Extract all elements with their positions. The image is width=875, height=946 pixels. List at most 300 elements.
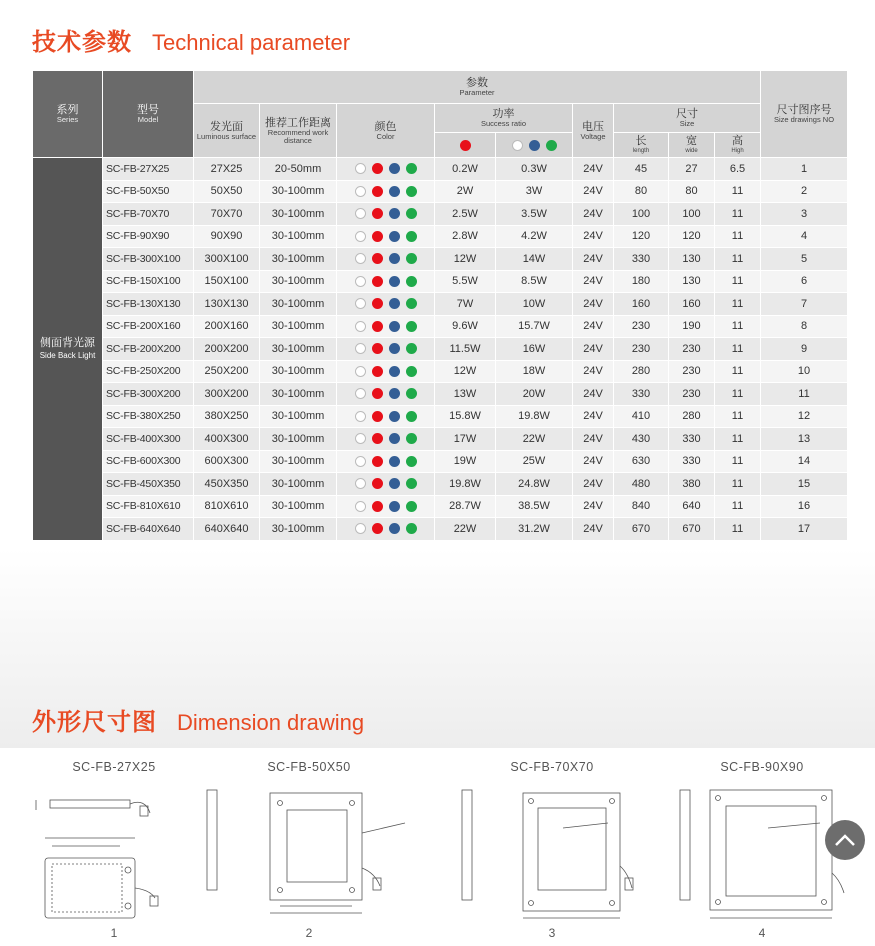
height-cell: 11 <box>715 315 761 338</box>
model-cell: SC-FB-200X200 <box>103 338 194 361</box>
white-dot-icon <box>355 276 366 287</box>
length-cell: 120 <box>614 225 669 248</box>
white-dot-icon <box>355 343 366 354</box>
luminous-cell: 50X50 <box>194 180 260 203</box>
color-cell <box>337 495 435 518</box>
power-wbg-cell: 15.7W <box>496 315 573 338</box>
color-cell <box>337 383 435 406</box>
length-cell: 410 <box>614 405 669 428</box>
red-dot-icon <box>372 208 383 219</box>
length-cell: 840 <box>614 495 669 518</box>
header-distance: 推荐工作距离 Recommend work distance <box>260 104 337 158</box>
section-title-en: Technical parameter <box>152 30 351 55</box>
chevron-up-icon <box>834 833 856 847</box>
distance-cell: 30-100mm <box>260 450 337 473</box>
table-row <box>33 518 848 541</box>
power-red-cell: 0.2W <box>435 158 496 181</box>
power-red-cell: 5.5W <box>435 270 496 293</box>
power-wbg-cell: 10W <box>496 293 573 316</box>
length-cell: 180 <box>614 270 669 293</box>
power-red-cell: 22W <box>435 518 496 541</box>
height-cell: 11 <box>715 473 761 496</box>
blue-dot-icon <box>389 343 400 354</box>
distance-cell: 30-100mm <box>260 225 337 248</box>
drawing-no-cell: 10 <box>761 360 848 383</box>
green-dot-icon <box>406 321 417 332</box>
voltage-cell: 24V <box>573 270 614 293</box>
distance-cell: 30-100mm <box>260 180 337 203</box>
header-model: 型号 Model <box>103 71 194 158</box>
drawing-name: SC-FB-50X50 <box>267 760 351 774</box>
power-wbg-cell: 0.3W <box>496 158 573 181</box>
power-wbg-cell: 16W <box>496 338 573 361</box>
section-title-technical <box>32 22 350 57</box>
width-cell: 130 <box>669 248 715 271</box>
red-dot-icon <box>372 411 383 422</box>
drawing-no-cell: 12 <box>761 405 848 428</box>
white-dot-icon <box>355 411 366 422</box>
blue-dot-icon <box>389 456 400 467</box>
model-cell: SC-FB-200X160 <box>103 315 194 338</box>
model-cell: SC-FB-810X610 <box>103 495 194 518</box>
green-dot-icon <box>406 186 417 197</box>
length-cell: 670 <box>614 518 669 541</box>
parameter-table-body <box>33 158 848 541</box>
table-row <box>33 270 848 293</box>
red-dot-icon <box>372 321 383 332</box>
header-parameter: 参数 Parameter <box>194 71 761 104</box>
header-power-wbg <box>496 133 573 158</box>
power-red-cell: 2W <box>435 180 496 203</box>
distance-cell: 30-100mm <box>260 203 337 226</box>
power-wbg-cell: 3.5W <box>496 203 573 226</box>
height-cell: 11 <box>715 518 761 541</box>
blue-dot-icon <box>389 388 400 399</box>
red-dot-icon <box>372 523 383 534</box>
distance-cell: 30-100mm <box>260 518 337 541</box>
header-drawing-no: 尺寸图序号 Size drawings NO <box>761 71 848 158</box>
power-red-cell: 12W <box>435 248 496 271</box>
header-color: 颜色 Color <box>337 104 435 158</box>
luminous-cell: 400X300 <box>194 428 260 451</box>
voltage-cell: 24V <box>573 248 614 271</box>
color-cell <box>337 293 435 316</box>
height-cell: 11 <box>715 495 761 518</box>
voltage-cell: 24V <box>573 338 614 361</box>
drawing-2 <box>195 748 423 946</box>
table-row <box>33 450 848 473</box>
luminous-cell: 640X640 <box>194 518 260 541</box>
distance-cell: 30-100mm <box>260 428 337 451</box>
color-cell <box>337 428 435 451</box>
color-cell <box>337 518 435 541</box>
drawing-3-svg <box>438 778 666 923</box>
green-dot-icon <box>406 298 417 309</box>
blue-dot-icon <box>389 276 400 287</box>
color-cell <box>337 405 435 428</box>
blue-dot-icon <box>389 231 400 242</box>
drawing-number: 1 <box>110 926 118 940</box>
height-cell: 11 <box>715 405 761 428</box>
table-row <box>33 203 848 226</box>
section-title-cn: 外形尺寸图 <box>32 708 157 736</box>
color-cell <box>337 450 435 473</box>
width-cell: 130 <box>669 270 715 293</box>
voltage-cell: 24V <box>573 405 614 428</box>
header-size: 尺寸 Size <box>614 104 761 133</box>
drawing-1 <box>0 748 228 946</box>
width-cell: 120 <box>669 225 715 248</box>
distance-cell: 20-50mm <box>260 158 337 181</box>
power-wbg-cell: 25W <box>496 450 573 473</box>
width-cell: 280 <box>669 405 715 428</box>
blue-dot-icon <box>389 501 400 512</box>
length-cell: 280 <box>614 360 669 383</box>
luminous-cell: 130X130 <box>194 293 260 316</box>
white-dot-icon <box>355 298 366 309</box>
blue-dot-icon <box>389 298 400 309</box>
green-dot-icon <box>406 501 417 512</box>
white-dot-icon <box>355 366 366 377</box>
power-wbg-cell: 4.2W <box>496 225 573 248</box>
white-dot-icon <box>355 478 366 489</box>
drawing-no-cell: 15 <box>761 473 848 496</box>
voltage-cell: 24V <box>573 225 614 248</box>
drawing-no-cell: 16 <box>761 495 848 518</box>
height-cell: 11 <box>715 270 761 293</box>
power-red-cell: 17W <box>435 428 496 451</box>
color-cell <box>337 473 435 496</box>
width-cell: 190 <box>669 315 715 338</box>
white-dot-icon <box>355 186 366 197</box>
width-cell: 640 <box>669 495 715 518</box>
blue-dot-icon <box>389 208 400 219</box>
power-wbg-cell: 18W <box>496 360 573 383</box>
red-dot-icon <box>372 276 383 287</box>
width-cell: 230 <box>669 338 715 361</box>
voltage-cell: 24V <box>573 518 614 541</box>
green-dot-icon <box>406 411 417 422</box>
red-dot-icon <box>372 478 383 489</box>
header-height: 高 High <box>715 133 761 158</box>
power-wbg-cell: 22W <box>496 428 573 451</box>
height-cell: 11 <box>715 383 761 406</box>
model-cell: SC-FB-450X350 <box>103 473 194 496</box>
length-cell: 230 <box>614 315 669 338</box>
power-red-cell: 9.6W <box>435 315 496 338</box>
table-row <box>33 405 848 428</box>
white-dot-icon <box>355 388 366 399</box>
luminous-cell: 600X300 <box>194 450 260 473</box>
length-cell: 330 <box>614 248 669 271</box>
power-red-cell: 11.5W <box>435 338 496 361</box>
height-cell: 11 <box>715 248 761 271</box>
length-cell: 630 <box>614 450 669 473</box>
section-title-dimension <box>32 702 364 737</box>
drawing-no-cell: 1 <box>761 158 848 181</box>
red-dot-icon <box>372 343 383 354</box>
luminous-cell: 200X160 <box>194 315 260 338</box>
distance-cell: 30-100mm <box>260 495 337 518</box>
drawing-name: SC-FB-90X90 <box>720 760 804 774</box>
distance-cell: 30-100mm <box>260 405 337 428</box>
voltage-cell: 24V <box>573 360 614 383</box>
green-dot-icon <box>406 523 417 534</box>
header-width: 宽 wide <box>669 133 715 158</box>
header-length: 长 length <box>614 133 669 158</box>
power-wbg-cell: 31.2W <box>496 518 573 541</box>
white-dot-icon <box>355 433 366 444</box>
model-cell: SC-FB-380X250 <box>103 405 194 428</box>
drawing-no-cell: 2 <box>761 180 848 203</box>
luminous-cell: 90X90 <box>194 225 260 248</box>
header-power-red <box>435 133 496 158</box>
section-title-en: Dimension drawing <box>177 710 365 735</box>
drawing-3 <box>438 748 666 946</box>
luminous-cell: 27X25 <box>194 158 260 181</box>
width-cell: 230 <box>669 383 715 406</box>
white-dot-icon <box>355 456 366 467</box>
blue-dot-icon <box>389 186 400 197</box>
white-dot-icon <box>355 208 366 219</box>
drawing-no-cell: 11 <box>761 383 848 406</box>
header-power: 功率 Success ratio <box>435 104 573 133</box>
red-dot-icon <box>372 231 383 242</box>
green-dot-icon <box>406 231 417 242</box>
power-red-cell: 19.8W <box>435 473 496 496</box>
length-cell: 160 <box>614 293 669 316</box>
width-cell: 160 <box>669 293 715 316</box>
table-row <box>33 383 848 406</box>
voltage-cell: 24V <box>573 495 614 518</box>
model-cell: SC-FB-70X70 <box>103 203 194 226</box>
voltage-cell: 24V <box>573 180 614 203</box>
color-cell <box>337 315 435 338</box>
model-cell: SC-FB-150X100 <box>103 270 194 293</box>
height-cell: 11 <box>715 450 761 473</box>
green-dot-icon <box>406 478 417 489</box>
red-dot-icon <box>372 433 383 444</box>
voltage-cell: 24V <box>573 473 614 496</box>
green-dot-icon <box>546 140 557 151</box>
drawing-number: 3 <box>548 926 556 940</box>
length-cell: 100 <box>614 203 669 226</box>
width-cell: 100 <box>669 203 715 226</box>
blue-dot-icon <box>389 163 400 174</box>
red-dot-icon <box>372 456 383 467</box>
voltage-cell: 24V <box>573 158 614 181</box>
table-row <box>33 428 848 451</box>
green-dot-icon <box>406 253 417 264</box>
model-cell: SC-FB-27X25 <box>103 158 194 181</box>
red-dot-icon <box>460 140 471 151</box>
blue-dot-icon <box>389 321 400 332</box>
table-row <box>33 248 848 271</box>
blue-dot-icon <box>529 140 540 151</box>
voltage-cell: 24V <box>573 450 614 473</box>
luminous-cell: 810X610 <box>194 495 260 518</box>
header-luminous: 发光面 Luminous surface <box>194 104 260 158</box>
drawing-no-cell: 3 <box>761 203 848 226</box>
drawing-name: SC-FB-70X70 <box>510 760 594 774</box>
table-row <box>33 180 848 203</box>
luminous-cell: 200X200 <box>194 338 260 361</box>
height-cell: 11 <box>715 180 761 203</box>
width-cell: 330 <box>669 428 715 451</box>
width-cell: 27 <box>669 158 715 181</box>
drawing-number: 4 <box>758 926 766 940</box>
distance-cell: 30-100mm <box>260 315 337 338</box>
width-cell: 670 <box>669 518 715 541</box>
white-dot-icon <box>355 163 366 174</box>
model-cell: SC-FB-640X640 <box>103 518 194 541</box>
distance-cell: 30-100mm <box>260 270 337 293</box>
power-red-cell: 19W <box>435 450 496 473</box>
voltage-cell: 24V <box>573 315 614 338</box>
drawing-no-cell: 7 <box>761 293 848 316</box>
green-dot-icon <box>406 366 417 377</box>
color-cell <box>337 180 435 203</box>
width-cell: 330 <box>669 450 715 473</box>
drawing-no-cell: 6 <box>761 270 848 293</box>
model-cell: SC-FB-50X50 <box>103 180 194 203</box>
white-dot-icon <box>355 321 366 332</box>
white-dot-icon <box>355 523 366 534</box>
table-row <box>33 315 848 338</box>
power-wbg-cell: 14W <box>496 248 573 271</box>
model-cell: SC-FB-600X300 <box>103 450 194 473</box>
distance-cell: 30-100mm <box>260 383 337 406</box>
power-red-cell: 7W <box>435 293 496 316</box>
drawing-no-cell: 8 <box>761 315 848 338</box>
power-wbg-cell: 3W <box>496 180 573 203</box>
distance-cell: 30-100mm <box>260 473 337 496</box>
parameter-table-wrap <box>32 70 847 541</box>
power-wbg-cell: 19.8W <box>496 405 573 428</box>
section-title-cn: 技术参数 <box>32 28 132 56</box>
green-dot-icon <box>406 343 417 354</box>
height-cell: 11 <box>715 293 761 316</box>
red-dot-icon <box>372 163 383 174</box>
blue-dot-icon <box>389 523 400 534</box>
green-dot-icon <box>406 163 417 174</box>
model-cell: SC-FB-130X130 <box>103 293 194 316</box>
table-row <box>33 473 848 496</box>
color-cell <box>337 158 435 181</box>
blue-dot-icon <box>389 253 400 264</box>
width-cell: 230 <box>669 360 715 383</box>
height-cell: 11 <box>715 338 761 361</box>
blue-dot-icon <box>389 433 400 444</box>
power-wbg-cell: 20W <box>496 383 573 406</box>
dimension-drawings <box>0 748 875 946</box>
red-dot-icon <box>372 388 383 399</box>
distance-cell: 30-100mm <box>260 360 337 383</box>
height-cell: 11 <box>715 225 761 248</box>
green-dot-icon <box>406 208 417 219</box>
luminous-cell: 250X200 <box>194 360 260 383</box>
power-red-cell: 13W <box>435 383 496 406</box>
red-dot-icon <box>372 186 383 197</box>
model-cell: SC-FB-250X200 <box>103 360 194 383</box>
table-row <box>33 293 848 316</box>
table-row <box>33 360 848 383</box>
voltage-cell: 24V <box>573 203 614 226</box>
header-series: 系列 Series <box>33 71 103 158</box>
color-cell <box>337 203 435 226</box>
length-cell: 330 <box>614 383 669 406</box>
power-wbg-cell: 24.8W <box>496 473 573 496</box>
drawing-no-cell: 17 <box>761 518 848 541</box>
power-red-cell: 28.7W <box>435 495 496 518</box>
green-dot-icon <box>406 433 417 444</box>
color-cell <box>337 248 435 271</box>
drawing-no-cell: 5 <box>761 248 848 271</box>
voltage-cell: 24V <box>573 428 614 451</box>
header-voltage: 电压 Voltage <box>573 104 614 158</box>
length-cell: 480 <box>614 473 669 496</box>
luminous-cell: 70X70 <box>194 203 260 226</box>
drawing-no-cell: 13 <box>761 428 848 451</box>
drawing-number: 2 <box>305 926 313 940</box>
luminous-cell: 380X250 <box>194 405 260 428</box>
width-cell: 380 <box>669 473 715 496</box>
luminous-cell: 300X100 <box>194 248 260 271</box>
voltage-cell: 24V <box>573 383 614 406</box>
green-dot-icon <box>406 456 417 467</box>
luminous-cell: 300X200 <box>194 383 260 406</box>
model-cell: SC-FB-90X90 <box>103 225 194 248</box>
width-cell: 80 <box>669 180 715 203</box>
color-cell <box>337 360 435 383</box>
drawing-2-svg <box>195 778 423 923</box>
power-wbg-cell: 8.5W <box>496 270 573 293</box>
luminous-cell: 150X100 <box>194 270 260 293</box>
luminous-cell: 450X350 <box>194 473 260 496</box>
table-row <box>33 158 848 181</box>
model-cell: SC-FB-400X300 <box>103 428 194 451</box>
length-cell: 430 <box>614 428 669 451</box>
white-dot-icon <box>512 140 523 151</box>
green-dot-icon <box>406 276 417 287</box>
power-red-cell: 2.8W <box>435 225 496 248</box>
scroll-top-button[interactable] <box>825 820 865 860</box>
red-dot-icon <box>372 366 383 377</box>
length-cell: 45 <box>614 158 669 181</box>
height-cell: 6.5 <box>715 158 761 181</box>
red-dot-icon <box>372 501 383 512</box>
model-cell: SC-FB-300X100 <box>103 248 194 271</box>
length-cell: 230 <box>614 338 669 361</box>
white-dot-icon <box>355 501 366 512</box>
drawing-no-cell: 14 <box>761 450 848 473</box>
model-cell: SC-FB-300X200 <box>103 383 194 406</box>
power-red-cell: 12W <box>435 360 496 383</box>
drawing-no-cell: 9 <box>761 338 848 361</box>
height-cell: 11 <box>715 360 761 383</box>
drawing-no-cell: 4 <box>761 225 848 248</box>
white-dot-icon <box>355 231 366 242</box>
height-cell: 11 <box>715 428 761 451</box>
table-row <box>33 338 848 361</box>
power-wbg-cell: 38.5W <box>496 495 573 518</box>
red-dot-icon <box>372 253 383 264</box>
power-red-cell: 15.8W <box>435 405 496 428</box>
height-cell: 11 <box>715 203 761 226</box>
length-cell: 80 <box>614 180 669 203</box>
white-dot-icon <box>355 253 366 264</box>
color-cell <box>337 270 435 293</box>
